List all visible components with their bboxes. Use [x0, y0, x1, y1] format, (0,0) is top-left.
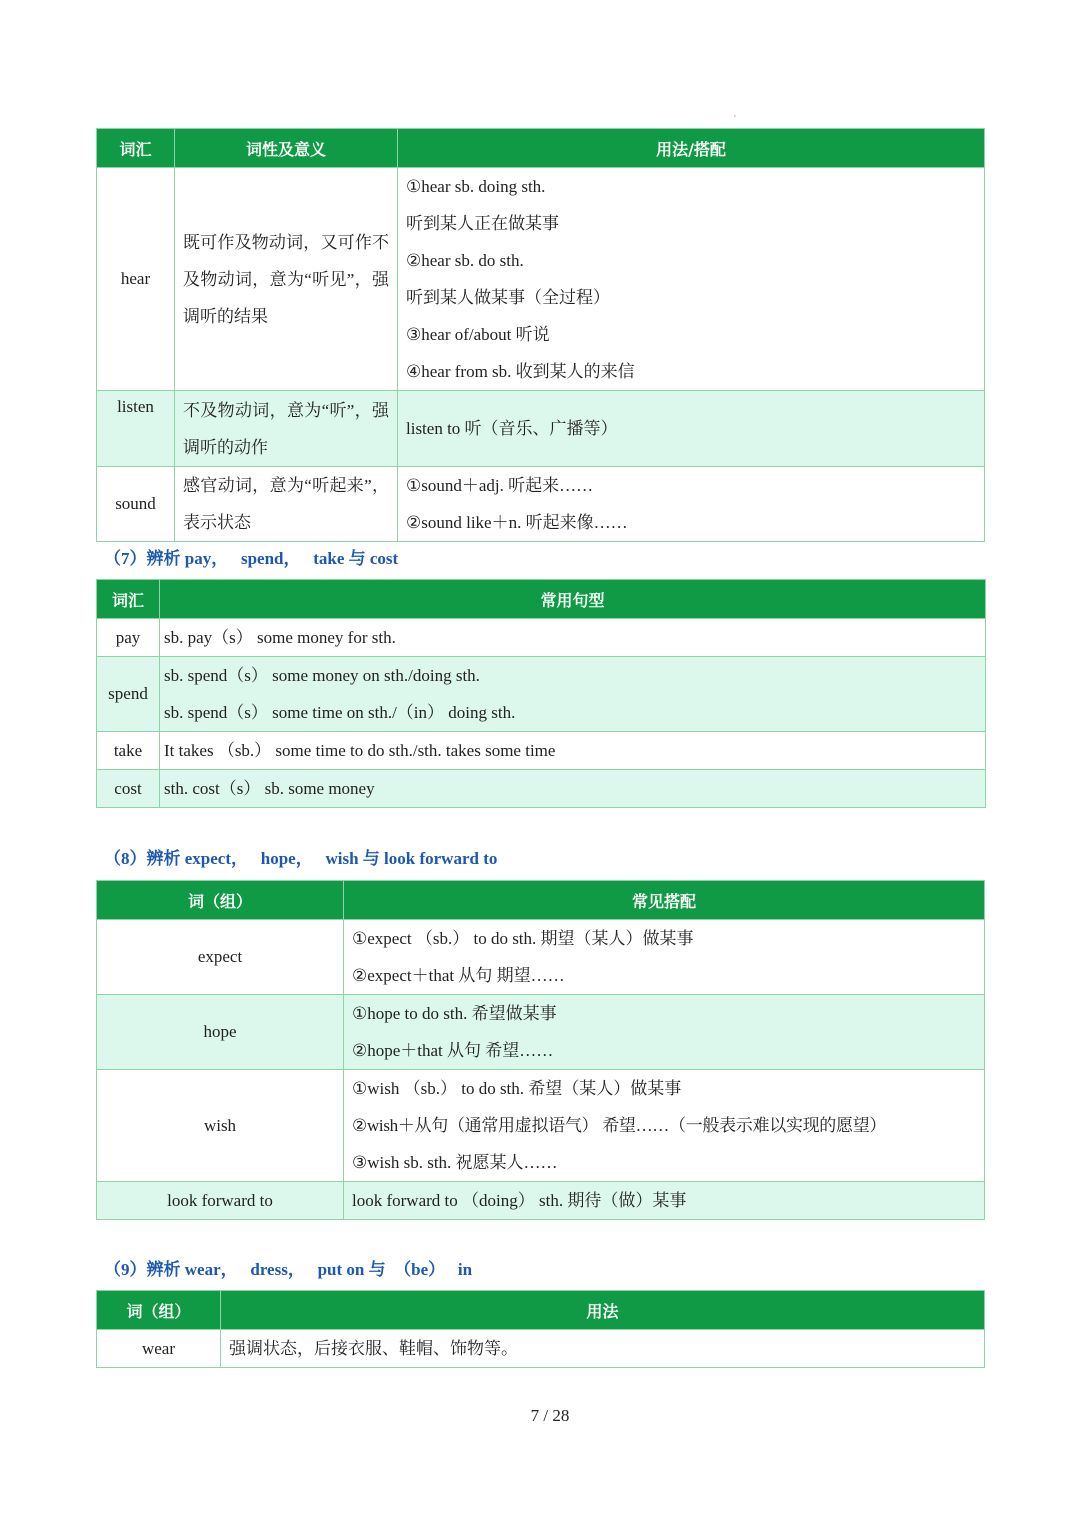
table-row — [97, 168, 985, 391]
word-cell: hope — [97, 995, 344, 1070]
word-cell: expect — [97, 920, 344, 995]
usage-line: ①wish （sb.） to do sth. 希望（某人）做某事 — [352, 1079, 682, 1098]
meaning-cell: 感官动词，意为“听起来”，表示状态 — [175, 467, 398, 542]
table-header-row — [97, 129, 985, 168]
header-vocab: 词汇 — [97, 580, 160, 619]
scan-mark: ' — [734, 114, 736, 125]
header-patterns: 常用句型 — [160, 580, 986, 619]
usage-line: ①sound＋adj. 听起来…… — [406, 476, 594, 495]
usage-cell — [344, 995, 985, 1070]
usage-cell — [398, 391, 985, 467]
header-phrase: 词（组） — [97, 1291, 221, 1330]
section-title-8: （8）辨析 expect， hope， wish 与 look forward to — [104, 849, 498, 868]
word-cell: listen — [97, 391, 175, 467]
usage-line: ①hope to do sth. 希望做某事 — [352, 1004, 557, 1023]
header-meaning: 词性及意义 — [175, 129, 398, 168]
usage-line: ②wish＋从句（通常用虚拟语气） 希望……（一般表示难以实现的愿望） — [352, 1116, 887, 1135]
usage-line: ①expect （sb.） to do sth. 期望（某人）做某事 — [352, 929, 694, 948]
table-hear-listen-sound — [96, 128, 985, 542]
usage-cell — [221, 1330, 985, 1368]
usage-line: ④hear from sb. 收到某人的来信 — [406, 362, 635, 381]
table-row — [97, 619, 986, 657]
table-row — [97, 732, 986, 770]
table-header-row — [97, 881, 985, 920]
usage-line: look forward to （doing） sth. 期待（做）某事 — [352, 1191, 687, 1210]
word-cell: wish — [97, 1070, 344, 1182]
word-cell: wear — [97, 1330, 221, 1368]
section-title-9: （9）辨析 wear， dress， put on 与 （be） in — [104, 1260, 473, 1279]
table-row — [97, 1330, 985, 1368]
usage-line: ②hope＋that 从句 希望…… — [352, 1041, 554, 1060]
table-row — [97, 770, 986, 808]
meaning-cell: 不及物动词，意为“听”，强调听的动作 — [175, 391, 398, 467]
header-usage: 用法 — [221, 1291, 985, 1330]
table-row — [97, 995, 985, 1070]
pattern-line: sb. spend（s） some money on sth./doing sth. — [164, 666, 480, 685]
usage-line: 听到某人正在做某事 — [406, 214, 559, 233]
word-cell: spend — [97, 657, 160, 732]
usage-line: listen to 听（音乐、广播等） — [406, 419, 618, 438]
section-title-7: （7）辨析 pay， spend， take 与 cost — [104, 549, 399, 568]
usage-line: ①hear sb. doing sth. — [406, 177, 546, 196]
header-collocations: 常见搭配 — [344, 881, 985, 920]
word-cell: pay — [97, 619, 160, 657]
pattern-line: sth. cost（s） sb. some money — [164, 779, 375, 798]
table-row — [97, 391, 985, 467]
table-row — [97, 1070, 985, 1182]
usage-cell — [344, 920, 985, 995]
word-cell: hear — [97, 168, 175, 391]
table-row — [97, 920, 985, 995]
table-pay-spend-take-cost — [96, 579, 986, 808]
pattern-line: sb. pay（s） some money for sth. — [164, 628, 396, 647]
pattern-cell — [160, 770, 986, 808]
table-row — [97, 657, 986, 732]
table-header-row — [97, 580, 986, 619]
header-usage: 用法/搭配 — [398, 129, 985, 168]
usage-line: 强调状态，后接衣服、鞋帽、饰物等。 — [229, 1339, 518, 1358]
header-vocab: 词汇 — [97, 129, 175, 168]
pattern-line: It takes （sb.） some time to do sth./sth. takes some time — [164, 741, 556, 760]
table-header-row — [97, 1291, 985, 1330]
header-phrase: 词（组） — [97, 881, 344, 920]
word-cell: take — [97, 732, 160, 770]
usage-line: 听到某人做某事（全过程） — [406, 288, 610, 307]
usage-line: ③wish sb. sth. 祝愿某人…… — [352, 1153, 558, 1172]
word-cell: cost — [97, 770, 160, 808]
usage-line: ②sound like＋n. 听起来像…… — [406, 513, 628, 532]
usage-cell — [398, 168, 985, 391]
table-expect-hope-wish — [96, 880, 985, 1220]
table-wear-dress — [96, 1290, 985, 1368]
usage-line: ②hear sb. do sth. — [406, 251, 524, 270]
pattern-cell — [160, 657, 986, 732]
usage-cell — [398, 467, 985, 542]
table-row — [97, 467, 985, 542]
usage-cell — [344, 1182, 985, 1220]
usage-line: ③hear of/about 听说 — [406, 325, 550, 344]
word-cell: look forward to — [97, 1182, 344, 1220]
word-cell: sound — [97, 467, 175, 542]
usage-cell — [344, 1070, 985, 1182]
table-row — [97, 1182, 985, 1220]
usage-line: ②expect＋that 从句 期望…… — [352, 966, 565, 985]
meaning-cell: 既可作及物动词，又可作不及物动词，意为“听见”，强调听的结果 — [175, 168, 398, 391]
pattern-cell — [160, 619, 986, 657]
pattern-line: sb. spend（s） some time on sth./（in） doing sth. — [164, 703, 516, 722]
pattern-cell — [160, 732, 986, 770]
page-number: 7 / 28 — [530, 1406, 570, 1425]
